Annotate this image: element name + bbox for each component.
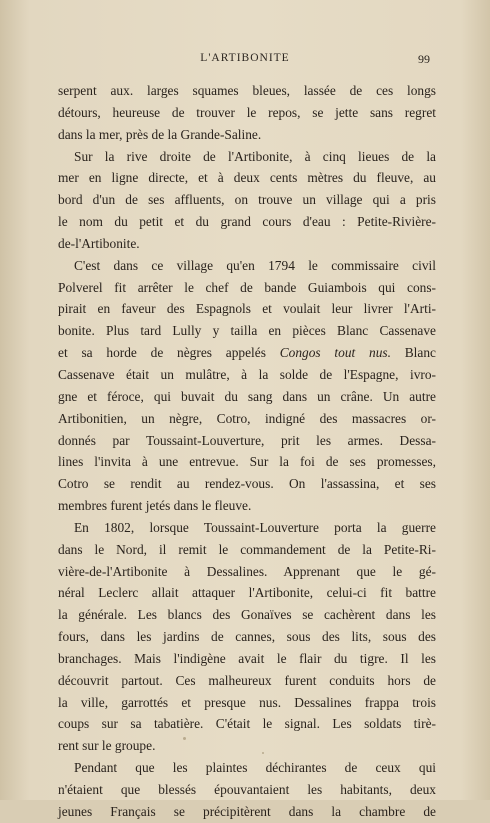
body-text: [58, 80, 436, 823]
text-line: n'étaient que blessés épouvantaient les habitants, deux: [58, 782, 436, 797]
text-line-mixed: [58, 342, 436, 364]
text-line: gne et féroce, qui buvait du sang dans un crâne. Un autre: [58, 388, 436, 404]
text-line: pirait en faveur des Espagnols et voulait leur livrer l'Arti-: [58, 301, 436, 317]
text-line: lines l'invita à une entrevue. Sur la foi de ses promesses,: [58, 454, 436, 470]
text-line: Sur la rive droite de l'Artibonite, à cinq lieues de la: [74, 148, 436, 164]
text-line: de-l'Artibonite.: [58, 235, 140, 251]
page-number: 99: [418, 52, 430, 66]
text-line: bonite. Plus tard Lully y tailla en pièces Blanc Cassenave: [58, 323, 436, 339]
paper-speck: [183, 737, 186, 740]
text-line: membres furent jetés dans le fleuve.: [58, 498, 252, 514]
text-segment: et sa horde de nègres appelés: [58, 345, 266, 361]
paragraph: [58, 757, 436, 823]
text-line: fours, dans les jardins de cannes, sous des lits, sous des: [58, 629, 436, 645]
text-line: branchages. Mais l'indigène avait le flair du tigre. Il les: [58, 650, 436, 666]
paragraph: [58, 255, 436, 517]
text-line: serpent aux. larges squames bleues, lassée de ces longs: [58, 83, 436, 98]
text-line: dans la mer, près de la Grande-Saline.: [58, 126, 262, 142]
text-line: Pendant que les plaintes déchirantes de ceux qui: [74, 760, 436, 776]
text-line: Cassenave était un mulâtre, à la solde de l'Espagne, ivro-: [58, 366, 436, 382]
text-line: le nom du petit et du grand cours d'eau : Petite-Rivière-: [58, 214, 436, 230]
text-line: néral Leclerc allait attaquer l'Artibonite, celui-ci fit battre: [58, 585, 436, 601]
text-segment: Blanc: [404, 345, 436, 361]
text-line: découvrit partout. Ces malheureux furent conduits hors de: [58, 672, 436, 688]
text-line: En 1802, lorsque Toussaint-Louverture porta la guerre: [74, 519, 436, 535]
text-line: rent sur le groupe.: [58, 738, 156, 754]
italic-phrase: Congos tout nus.: [279, 345, 391, 361]
text-line: Cotro se rendit au rendez-vous. On l'assassina, et ses: [58, 476, 436, 492]
text-line: Polverel fit arrêter le chef de bande Guiambois qui cons-: [58, 279, 436, 295]
text-line: jeunes Français se précipitèrent dans la chambre de: [58, 803, 436, 819]
text-line: bord d'un de ses affluents, on trouve un village qui a pris: [58, 192, 436, 208]
paragraph: [58, 80, 436, 146]
running-title: L'ARTIBONITE: [200, 52, 290, 64]
paper-speck: [262, 752, 264, 754]
paragraph: [58, 517, 436, 757]
text-line: coups sur sa tabatière. C'était le signal. Les soldats tirè-: [58, 716, 436, 732]
text-line: détours, heureuse de trouver le repos, se jette sans regret: [58, 104, 436, 120]
text-line: la générale. Les blancs des Gonaïves se cachèrent dans les: [58, 607, 436, 623]
text-line: dans le Nord, il remit le commandement de la Petite-Ri-: [58, 541, 436, 557]
paragraph: [58, 146, 436, 255]
text-line: la ville, garrottés et presque nus. Dessalines frappa trois: [58, 694, 436, 710]
text-line: mer en ligne directe, et à deux cents mètres du fleuve, au: [58, 170, 436, 186]
running-head: [0, 50, 490, 70]
text-line: Artibonitien, un nègre, Cotro, indigné des massacres or-: [58, 410, 436, 426]
text-line: donnés par Toussaint-Louverture, prit les armes. Dessa-: [58, 432, 436, 448]
text-line: vière-de-l'Artibonite à Dessalines. Apprenant que le gé-: [58, 563, 436, 579]
text-line: C'est dans ce village qu'en 1794 le commissaire civil: [74, 257, 436, 273]
